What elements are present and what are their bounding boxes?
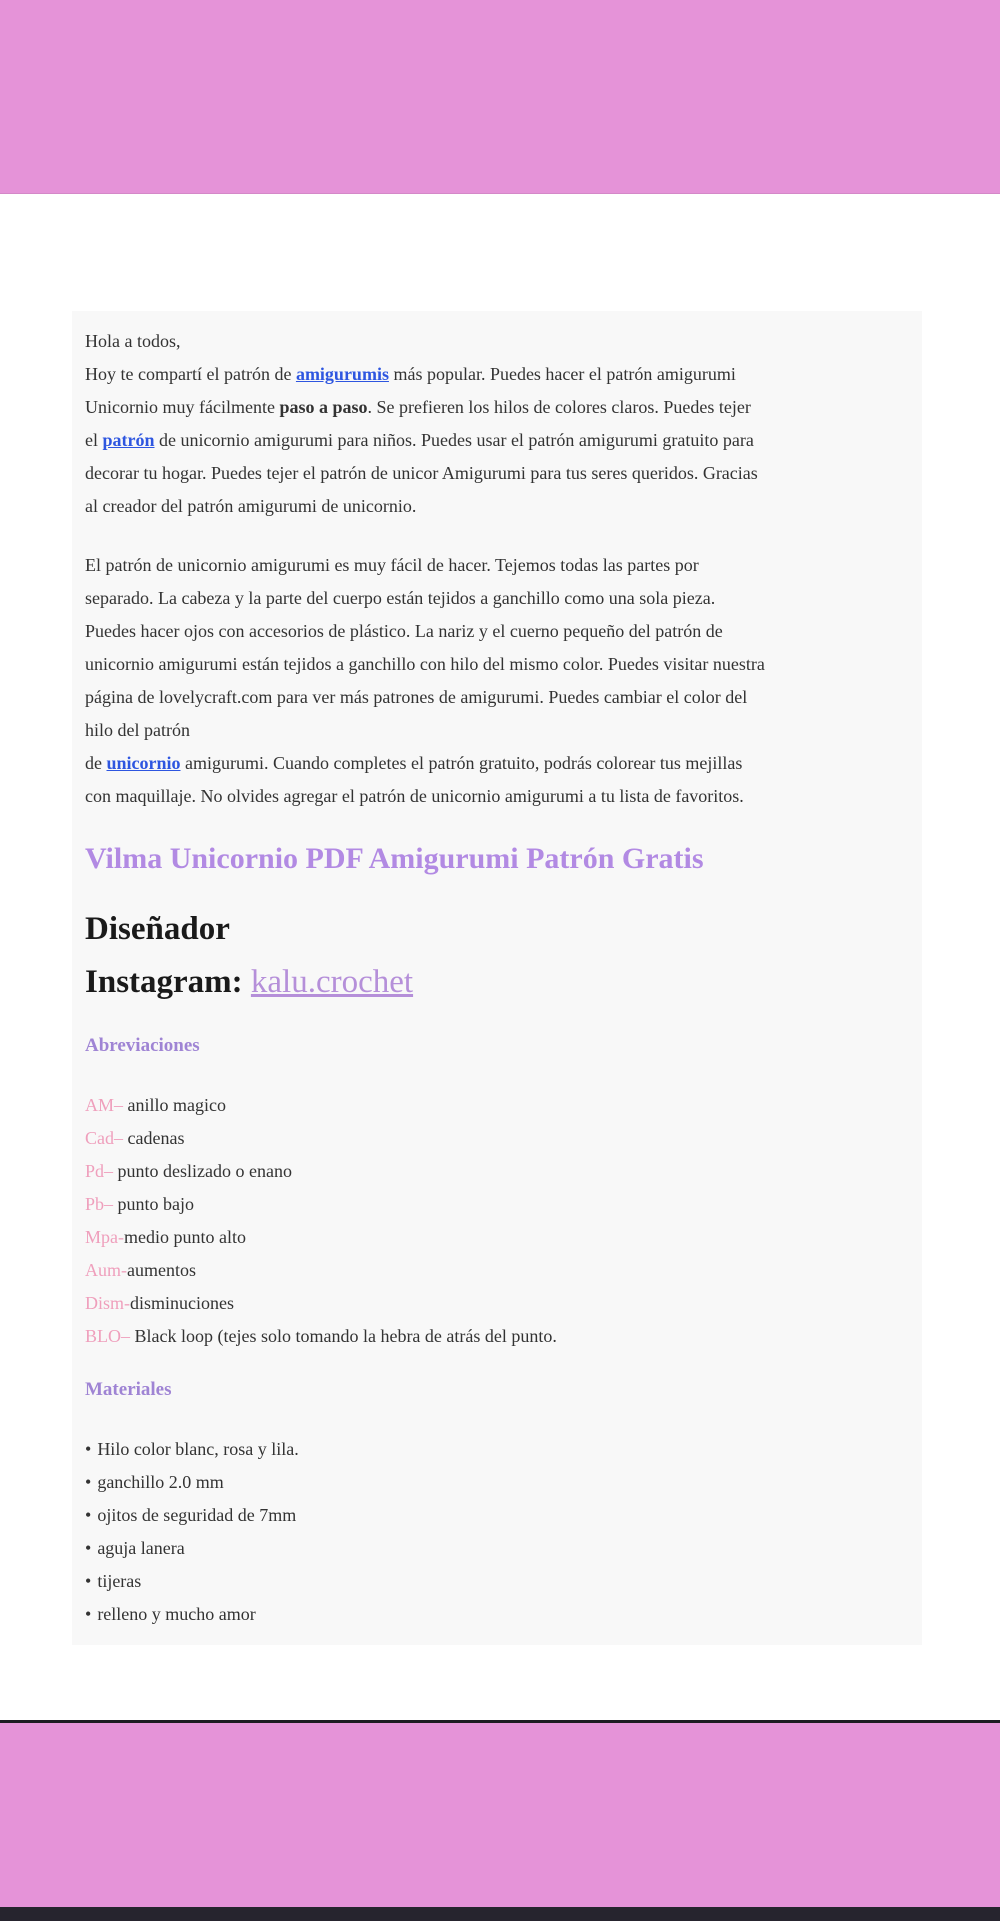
abbreviation-meaning: medio punto alto bbox=[124, 1227, 246, 1247]
abbreviation-term: Pb– bbox=[85, 1194, 114, 1214]
abbreviation-term: BLO– bbox=[85, 1326, 130, 1346]
abbreviation-meaning: punto deslizado o enano bbox=[113, 1161, 292, 1181]
abbreviation-item bbox=[85, 1089, 767, 1122]
material-item bbox=[85, 1598, 767, 1631]
amigurumis-link[interactable]: amigurumis bbox=[295, 364, 389, 384]
intro-paragraph bbox=[85, 325, 767, 523]
bullet-glyph: • bbox=[85, 1571, 92, 1591]
abbreviation-meaning: disminuciones bbox=[130, 1293, 234, 1313]
abbreviation-term: Pd– bbox=[85, 1161, 114, 1181]
abbreviation-item bbox=[85, 1155, 767, 1188]
materials-list bbox=[85, 1433, 767, 1631]
top-banner bbox=[0, 0, 1000, 194]
material-item bbox=[85, 1532, 767, 1565]
pattern-title: Vilma Unicornio PDF Amigurumi Patrón Gratis bbox=[85, 842, 704, 875]
abbreviation-meaning: cadenas bbox=[123, 1128, 185, 1148]
material-text: tijeras bbox=[97, 1571, 142, 1591]
intro-part4: de unicornio amigurumi para niños. Puedes usar el patrón amigurumi gratuito para decorar tu hogar. Puedes tejer el patrón de unicor Amigurumi para tus seres queridos. Gracias al creador del patrón amigurumi de unicornio. bbox=[85, 430, 758, 516]
unicornio-link[interactable]: unicornio bbox=[106, 753, 181, 773]
instagram-link[interactable]: kalu.crochet bbox=[250, 964, 414, 1000]
abbreviation-item bbox=[85, 1320, 767, 1353]
abbreviation-term: AM– bbox=[85, 1095, 124, 1115]
bullet-glyph: • bbox=[85, 1439, 92, 1459]
material-text: aguja lanera bbox=[97, 1538, 185, 1558]
bullet-glyph: • bbox=[85, 1604, 92, 1624]
abbreviation-term: Aum- bbox=[85, 1260, 127, 1280]
abbreviation-item bbox=[85, 1188, 767, 1221]
material-text: ojitos de seguridad de 7mm bbox=[97, 1505, 297, 1525]
abbreviation-item bbox=[85, 1254, 767, 1287]
designer-heading bbox=[85, 903, 767, 1009]
bottom-banner bbox=[0, 1723, 1000, 1907]
abbreviation-item bbox=[85, 1287, 767, 1320]
abbreviation-term: Dism- bbox=[85, 1293, 130, 1313]
material-text: ganchillo 2.0 mm bbox=[97, 1472, 224, 1492]
abbreviation-meaning: aumentos bbox=[127, 1260, 196, 1280]
material-item bbox=[85, 1433, 767, 1466]
patron-link[interactable]: patrón bbox=[102, 430, 155, 450]
greeting-text: Hola a todos, bbox=[85, 331, 181, 351]
abbreviation-term: Cad– bbox=[85, 1128, 123, 1148]
description-part1: El patrón de unicornio amigurumi es muy fácil de hacer. Tejemos todas las partes por separado. La cabeza y la parte del cuerpo están tejidos a ganchillo como una sola pieza. Puedes hacer ojos con accesorios de plástico. La nariz y el cuerno pequeño del patrón de unicornio amigurumi están tejidos a ganchillo con hilo del mismo color. Puedes visitar nuestra página de lovelycraft.com para ver más patrones de amigurumi. Puedes cambiar el color del hilo del patrón bbox=[85, 555, 765, 740]
materials-heading: Materiales bbox=[85, 1379, 172, 1400]
description-part2-prefix: de bbox=[85, 753, 107, 773]
abbreviation-term: Mpa- bbox=[85, 1227, 124, 1247]
intro-part1: Hoy te compartí el patrón de bbox=[85, 364, 296, 384]
content-card bbox=[72, 311, 922, 1645]
abbreviations-heading: Abreviaciones bbox=[85, 1035, 200, 1056]
bullet-glyph: • bbox=[85, 1538, 92, 1558]
material-text: relleno y mucho amor bbox=[97, 1604, 256, 1624]
material-item bbox=[85, 1499, 767, 1532]
instagram-label: Instagram: bbox=[85, 964, 251, 1000]
abbreviation-meaning: Black loop (tejes solo tomando la hebra de atrás del punto. bbox=[130, 1326, 557, 1346]
material-item bbox=[85, 1565, 767, 1598]
description-part3: amigurumi. Cuando completes el patrón gratuito, podrás colorear tus mejillas con maquillaje. No olvides agregar el patrón de unicornio amigurumi a tu lista de favoritos. bbox=[85, 753, 744, 806]
description-paragraph bbox=[85, 549, 767, 813]
abbreviation-meaning: punto bajo bbox=[113, 1194, 195, 1214]
abbreviation-item bbox=[85, 1221, 767, 1254]
designer-label: Diseñador bbox=[85, 911, 230, 947]
paso-a-paso-bold: paso a paso bbox=[279, 397, 368, 417]
intro-part2: más popular. Puedes hacer el patrón amigurumi Unicornio muy fácilmente bbox=[85, 364, 736, 417]
bullet-glyph: • bbox=[85, 1472, 92, 1492]
material-text: Hilo color blanc, rosa y lila. bbox=[97, 1439, 299, 1459]
abbreviation-item bbox=[85, 1122, 767, 1155]
abbreviations-list bbox=[85, 1089, 767, 1353]
abbreviation-meaning: anillo magico bbox=[123, 1095, 226, 1115]
intro-part3: . Se prefieren los hilos de colores claros. Puedes tejer el bbox=[85, 397, 751, 450]
bullet-glyph: • bbox=[85, 1505, 92, 1525]
page-body bbox=[0, 194, 1000, 1720]
bottom-edge-bar bbox=[0, 1907, 1000, 1921]
material-item bbox=[85, 1466, 767, 1499]
